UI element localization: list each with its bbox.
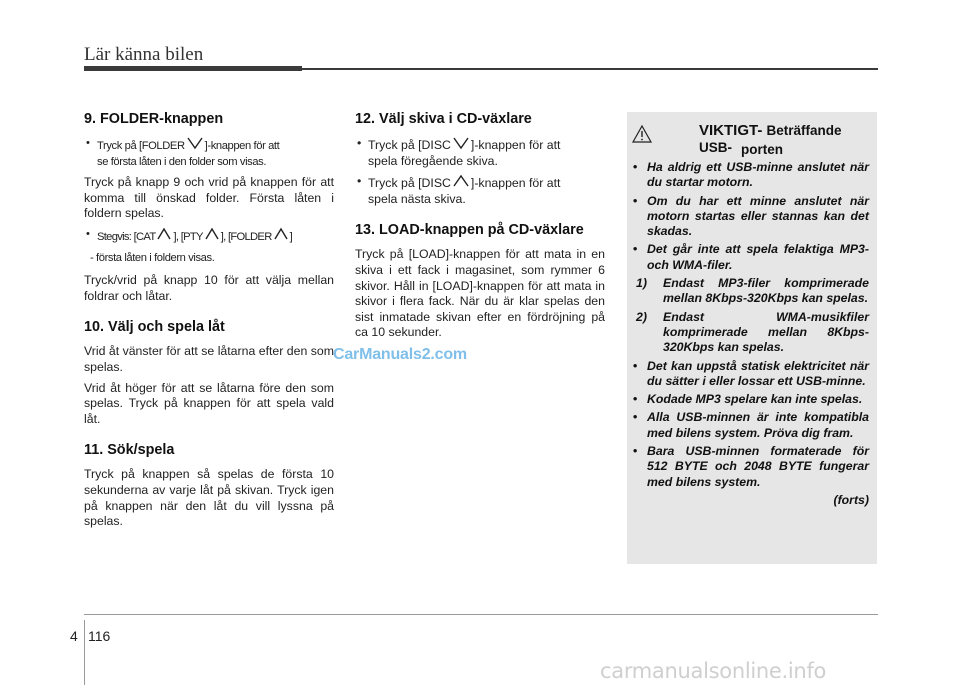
section-select-track	[84, 318, 334, 427]
chevron-up-icon	[452, 174, 470, 188]
warning-icon	[631, 124, 653, 144]
chevron-down-icon	[452, 136, 470, 150]
section-search-play	[84, 441, 334, 529]
numbered-item: 2) Endast WMA-musikfiler komprimerade mellan 8Kbps-320Kbps kan spelas.	[636, 309, 869, 355]
column-middle	[355, 110, 605, 355]
numbered-item: 1) Endast MP3-filer komprimerade mellan 8Kbps-320Kbps kan spelas.	[636, 276, 869, 306]
section-title: 13. LOAD-knappen på CD-växlare	[355, 222, 584, 239]
paragraph: Tryck/vrid på knapp 10 för att välja mellan foldrar och låtar.	[84, 273, 334, 303]
list-item-note: - första låten i foldern visas.	[90, 251, 215, 264]
chevron-up-icon	[156, 227, 172, 241]
list-item: • Stegvis: [CAT ], [PTY ], [FOLDER ]	[86, 227, 292, 243]
notice-title: VIKTIGT- Beträffande USB-	[699, 122, 842, 155]
list-item: • Det kan uppstå statisk elektricitet när du sätter i eller lossar ett USB-minne.	[633, 358, 869, 388]
site-watermark: carmanualsonline.info	[600, 659, 827, 683]
column-left	[84, 110, 334, 544]
section-load	[355, 221, 605, 341]
notice-body	[633, 160, 869, 508]
section-select-disc	[355, 110, 605, 207]
paragraph: Vrid åt höger för att se låtarna före den som spelas. Tryck på knappen för att spela vald låt.	[84, 380, 334, 426]
list-item: • Alla USB-minnen är inte kompatibla med bilens system. Pröva dig fram.	[633, 410, 869, 440]
section-title: 9. FOLDER-knappen	[84, 111, 224, 127]
paragraph: Tryck på knappen så spelas de första 10 sekunderna av varje låt på skivan. Tryck igen på knappen när den låt du vill lyssna på spelas.	[84, 467, 334, 529]
list-item: • Kodade MP3 spelare kan inte spelas.	[633, 392, 863, 407]
list-item: • Tryck på [FOLDER ]-knappen för att se första låten i den folder som visas.	[86, 137, 280, 168]
list-item: • Bara USB-minnen formaterade för 512 BYTE och 2048 BYTE fungerar med bilens system.	[633, 444, 869, 489]
list-item: • Tryck på [DISC ]-knappen för att spela föregående skiva.	[357, 136, 561, 168]
section-title: 11. Sök/spela	[84, 442, 175, 459]
watermark: CarManuals2.com	[333, 346, 467, 363]
footer-separator	[84, 620, 85, 685]
paragraph: Tryck på [LOAD]-knappen för att mata in en skiva i ett fack i magasinet, som rymmer 6 skivor. Håll in [LOAD]-knappen för att mata in skivor i flera fack. När du är klar spelas den sist inmatade skivan efter en fördröjning på ca 10 sekunder.	[355, 247, 605, 340]
continued-label: (forts)	[833, 492, 869, 507]
section-folder	[84, 110, 334, 304]
footer-rule	[84, 614, 878, 615]
paragraph: Tryck på knapp 9 och vrid på knappen för att komma till önskad folder. Första låten i foldern spelas.	[84, 175, 334, 221]
section-title: 10. Välj och spela låt	[84, 319, 225, 336]
list-item: • Det går inte att spela felaktiga MP3- och WMA-filer.	[633, 242, 869, 272]
header-rule	[302, 68, 878, 70]
chevron-down-icon	[186, 136, 204, 150]
chevron-up-icon	[273, 227, 289, 241]
list-item: • Ha aldrig ett USB-minne anslutet när du startar motorn.	[633, 160, 869, 190]
list-item: • Om du har ett minne anslutet när motorn startas eller stannas kan det skadas.	[633, 193, 869, 239]
page-number: 116	[88, 628, 111, 644]
paragraph: Vrid åt vänster för att se låtarna efter den som spelas.	[84, 344, 334, 374]
section-title: 12. Välj skiva i CD-växlare	[355, 111, 532, 127]
page-header-title: Lär känna bilen	[84, 44, 204, 65]
notice-box	[627, 112, 877, 564]
notice-title-line2: porten	[741, 142, 783, 157]
chapter-number: 4	[70, 628, 78, 644]
chevron-up-icon	[204, 227, 220, 241]
list-item: • Tryck på [DISC ]-knappen för att spela nästa skiva.	[357, 174, 561, 206]
header-bar	[84, 66, 302, 71]
